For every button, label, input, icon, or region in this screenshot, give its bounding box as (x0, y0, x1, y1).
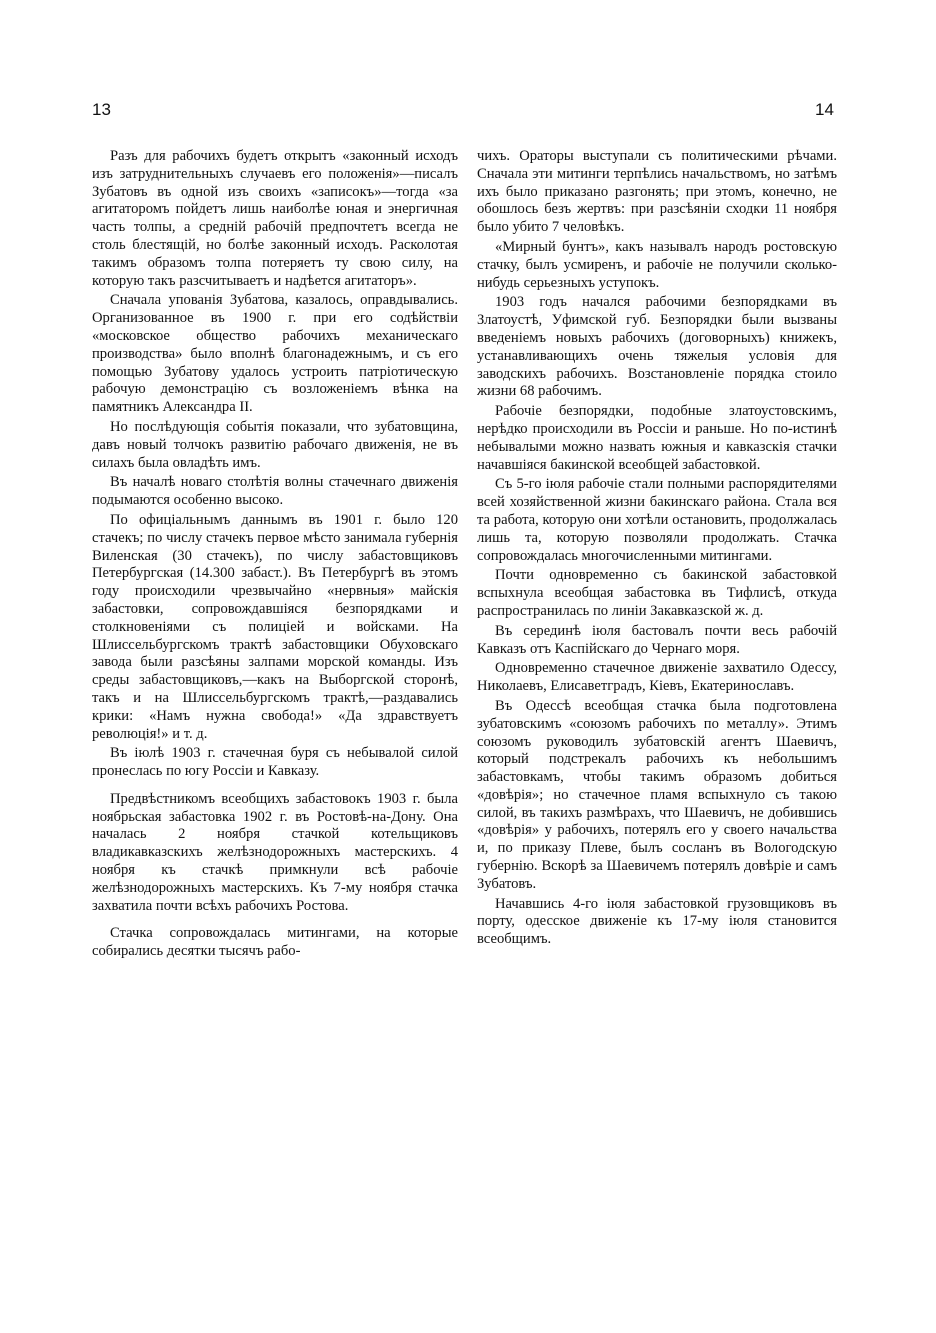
paragraph: Разъ для рабочихъ будетъ открытъ «законный исходъ изъ затруднительныхъ случаевъ его положенія»—писалъ Зубатовъ въ одной изъ своихъ «записокъ»—тогда «за агитаторомъ пойдетъ лишь наиболѣе юная и энергичная часть толпы, а средній рабочій предпочтетъ всегда не столь блестящій, но болѣе законный исходъ. Расколотая такимъ образомъ толпа потеряетъ ту свою силу, на которую такъ разсчитываетъ и надѣется агитаторъ». (92, 148, 458, 289)
page-number-right: 14 (815, 100, 834, 119)
paragraph: Но послѣдующія событія показали, что зубатовщина, давъ новый толчокъ развитію рабочаго движенія, не въ силахъ была овладѣть имъ. (92, 418, 458, 471)
paragraph: «Мирный бунтъ», какъ называлъ народъ ростовскую стачку, былъ усмиренъ, и рабочіе не получили сколько-нибудь серьезныхъ уступокъ. (477, 238, 837, 291)
paragraph: Стачка сопровождалась митингами, на которые собирались десятки тысячъ рабо- (92, 925, 458, 960)
paragraph: Одновременно стачечное движеніе захватило Одессу, Николаевъ, Елисаветградъ, Кіевъ, Екатеринославъ. (477, 660, 837, 695)
paragraph: Предвѣстникомъ всеобщихъ забастовокъ 1903 г. была ноябрьская забастовка 1902 г. въ Ростовѣ-на-Дону. Она началась 2 ноября стачкой котельщиковъ владикавказскихъ желѣзнодорожныхъ мастерскихъ. 4 ноября къ стачкѣ примкнули всѣ рабочіе желѣзнодорожныхъ мастерскихъ. Къ 7-му ноября стачка захватила почти всѣхъ рабочихъ Ростова. (92, 790, 458, 914)
paragraph: По офиціальнымъ даннымъ въ 1901 г. было 120 стачекъ; по числу стачекъ первое мѣсто занимала губернія Виленская (30 стачекъ), по числу забастовщиковъ Петербургская (14.300 забаст.). Въ Петербургѣ въ этомъ году происходили чрезвычайно «нервныя» майскія забастовки, сопровождавшіяся безпорядками и столкновеніями съ полиціей и войсками. На Шлиссельбургскомъ трактѣ забастовщики Обуховскаго завода были разсѣяны залпами морской команды. Изъ среды забастовщиковъ,—какъ на Выборгской сторонѣ, такъ и на Шлиссельбургскомъ трактѣ,—раздавались крики: «Намъ нужна свобода!» «Да здравствуетъ революція!» и т. д. (92, 511, 458, 742)
paragraph: Съ 5-го іюля рабочіе стали полными распорядителями всей хозяйственной жизни бакинскаго района. Стала вся та работа, которую они хотѣли остановить, продолжалась лишь та, которую позволяли продолжать. Стачка сопровождалась многочисленными митингами. (477, 476, 837, 564)
paragraph: Въ серединѣ іюля бастовалъ почти весь рабочій Кавказъ отъ Каспійскаго до Чернаго моря. (477, 622, 837, 657)
paragraph: Почти одновременно съ бакинской забастовкой вспыхнула всеобщая забастовка въ Тифлисѣ, откуда распространилась по линіи Закавказской ж. д. (477, 567, 837, 619)
paragraph: Въ началѣ новаго столѣтія волны стачечнаго движенія подымаются особенно высоко. (92, 474, 458, 509)
left-text-column (92, 148, 458, 963)
paragraph: 1903 годъ начался рабочими безпорядками въ Златоустѣ, Уфимской губ. Безпорядки были вызваны введеніемъ новыхъ рабочихъ (договорныхъ) книжекъ, устанавливающихъ очень тяжелыя условія для заводскихъ рабочихъ. Возстановленіе порядка стоило жизни 68 рабочимъ. (477, 294, 837, 400)
paragraph: Сначала упованія Зубатова, казалось, оправдывались. Организованное въ 1900 г. при его содѣйствіи «московское общество рабочихъ механическаго производства» было вполнѣ благонадежнымъ, и съ его помощью Зубатову удалось устроить патріотическую рабочую демонстрацію съ возложеніемъ вѣнка на памятникъ Александра II. (92, 292, 458, 416)
paragraph: Въ іюлѣ 1903 г. стачечная буря съ небывалой силой пронеслась по югу Россіи и Кавказу. (92, 745, 458, 780)
paragraph: Въ Одессѣ всеобщая стачка была подготовлена зубатовскимъ «союзомъ рабочихъ по металлу». Этимъ союзомъ руководилъ зубатовскій агентъ Шаевичъ, который подстрекалъ рабочихъ къ небольшимъ забастовкамъ, чтобы такимъ образомъ добиться «довѣрія»; но стачечное пламя вспыхнуло съ такою силой, въ такихъ размѣрахъ, что Шаевичъ, не добившись «довѣрія» у рабочихъ, потерялъ его у своего начальства и, по приказу Плеве, былъ сосланъ въ Вологодскую губернію. Вскорѣ за Шаевичемъ потерялъ довѣріе и самъ Зубатовъ. (477, 697, 837, 892)
paragraph: Начавшись 4-го іюля забастовкой грузовщиковъ въ порту, одесское движеніе къ 17-му іюля становится всеобщимъ. (477, 895, 837, 948)
right-text-column (477, 148, 837, 951)
page-number-left: 13 (92, 100, 111, 119)
paragraph: Рабочіе безпорядки, подобные златоустовскимъ, нерѣдко происходили въ Россіи и раньше. Но по-истинѣ небывалыми можно назвать южныя и кавказскія стачки начавшіяся бакинской всеобщей забастовкой. (477, 403, 837, 473)
paragraph: чихъ. Ораторы выступали съ политическими рѣчами. Сначала эти митинги терпѣлись начальствомъ, но затѣмъ ихъ было приказано разгонять; при этомъ, конечно, не обошлось безъ жертвъ: при разсѣяніи сходки 11 ноября было убито 7 человѣкъ. (477, 148, 837, 236)
